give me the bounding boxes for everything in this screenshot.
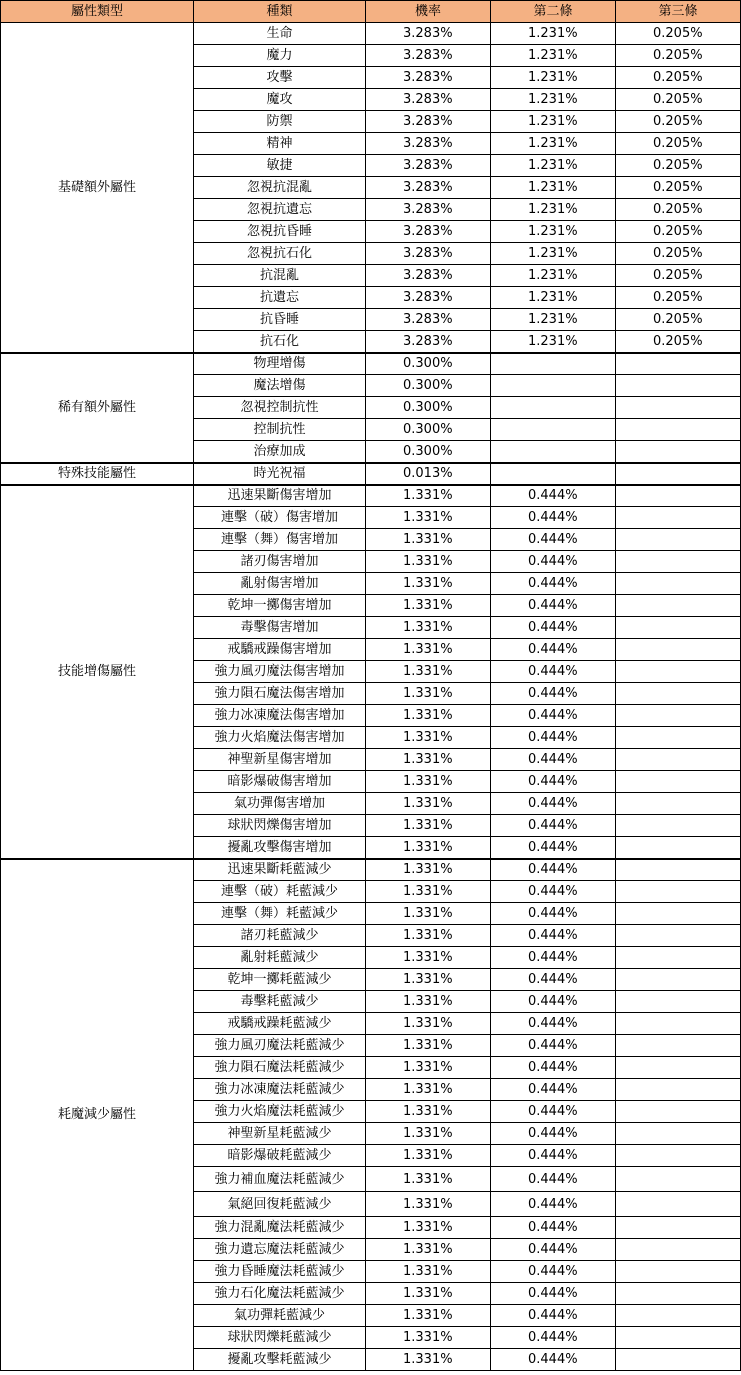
second-cell[interactable]: 1.231%	[491, 243, 616, 265]
second-cell[interactable]: 1.231%	[491, 265, 616, 287]
rate-cell[interactable]: 3.283%	[366, 45, 491, 67]
header-category[interactable]: 屬性類型	[1, 1, 194, 23]
type-cell[interactable]: 精神	[194, 133, 366, 155]
type-cell[interactable]: 連擊（舞）耗藍減少	[194, 903, 366, 925]
second-cell[interactable]: 0.444%	[491, 683, 616, 705]
type-cell[interactable]: 忽視抗石化	[194, 243, 366, 265]
rate-cell[interactable]: 1.331%	[366, 815, 491, 837]
header-rate[interactable]: 機率	[366, 1, 491, 23]
type-cell[interactable]: 強力火焰魔法耗藍減少	[194, 1101, 366, 1123]
type-cell[interactable]: 敏捷	[194, 155, 366, 177]
rate-cell[interactable]: 3.283%	[366, 287, 491, 309]
rate-cell[interactable]: 1.331%	[366, 881, 491, 903]
rate-cell[interactable]: 3.283%	[366, 23, 491, 45]
second-cell[interactable]: 0.444%	[491, 727, 616, 749]
third-cell[interactable]	[616, 397, 741, 419]
second-cell[interactable]: 1.231%	[491, 23, 616, 45]
category-cell[interactable]: 基礎額外屬性	[1, 23, 194, 353]
rate-cell[interactable]: 1.331%	[366, 771, 491, 793]
third-cell[interactable]	[616, 1283, 741, 1305]
third-cell[interactable]	[616, 969, 741, 991]
rate-cell[interactable]: 3.283%	[366, 155, 491, 177]
third-cell[interactable]	[616, 881, 741, 903]
third-cell[interactable]	[616, 507, 741, 529]
third-cell[interactable]	[616, 617, 741, 639]
second-cell[interactable]: 0.444%	[491, 1327, 616, 1349]
third-cell[interactable]: 0.205%	[616, 155, 741, 177]
third-cell[interactable]: 0.205%	[616, 89, 741, 111]
third-cell[interactable]	[616, 441, 741, 463]
second-cell[interactable]: 0.444%	[491, 749, 616, 771]
header-row	[1, 1, 741, 23]
rate-cell[interactable]: 3.283%	[366, 309, 491, 331]
type-cell[interactable]: 抗遺忘	[194, 287, 366, 309]
second-cell[interactable]: 1.231%	[491, 111, 616, 133]
table-row	[1, 485, 741, 507]
rate-cell[interactable]: 0.300%	[366, 397, 491, 419]
second-cell[interactable]: 0.444%	[491, 507, 616, 529]
third-cell[interactable]	[616, 1349, 741, 1371]
third-cell[interactable]	[616, 1123, 741, 1145]
rate-cell[interactable]: 3.283%	[366, 221, 491, 243]
second-cell[interactable]	[491, 353, 616, 375]
type-cell[interactable]: 強力火焰魔法傷害增加	[194, 727, 366, 749]
third-cell[interactable]	[616, 749, 741, 771]
type-cell[interactable]: 氣功彈傷害增加	[194, 793, 366, 815]
second-cell[interactable]: 1.231%	[491, 287, 616, 309]
second-cell[interactable]: 0.444%	[491, 1305, 616, 1327]
type-cell[interactable]: 氣功彈耗藍減少	[194, 1305, 366, 1327]
third-cell[interactable]	[616, 595, 741, 617]
second-cell[interactable]: 1.231%	[491, 331, 616, 353]
rate-cell[interactable]: 1.331%	[366, 1305, 491, 1327]
type-cell[interactable]: 迅速果斷傷害增加	[194, 485, 366, 507]
third-cell[interactable]: 0.205%	[616, 265, 741, 287]
third-cell[interactable]	[616, 837, 741, 859]
type-cell[interactable]: 球狀閃爍耗藍減少	[194, 1327, 366, 1349]
rate-cell[interactable]: 1.331%	[366, 595, 491, 617]
second-cell[interactable]: 0.444%	[491, 1057, 616, 1079]
type-cell[interactable]: 戒驕戒躁耗藍減少	[194, 1013, 366, 1035]
second-cell[interactable]: 0.444%	[491, 1239, 616, 1261]
third-cell[interactable]: 0.205%	[616, 243, 741, 265]
type-cell[interactable]: 諸刃耗藍減少	[194, 925, 366, 947]
third-cell[interactable]: 0.205%	[616, 221, 741, 243]
third-cell[interactable]	[616, 573, 741, 595]
third-cell[interactable]	[616, 903, 741, 925]
rate-cell[interactable]: 1.331%	[366, 1167, 491, 1192]
type-cell[interactable]: 強力冰凍魔法傷害增加	[194, 705, 366, 727]
rate-cell[interactable]: 1.331%	[366, 1079, 491, 1101]
second-cell[interactable]: 0.444%	[491, 925, 616, 947]
second-cell[interactable]: 0.444%	[491, 903, 616, 925]
type-cell[interactable]: 物理增傷	[194, 353, 366, 375]
table-row	[1, 353, 741, 375]
rate-cell[interactable]: 1.331%	[366, 573, 491, 595]
second-cell[interactable]: 1.231%	[491, 155, 616, 177]
rate-cell[interactable]: 1.331%	[366, 529, 491, 551]
second-cell[interactable]	[491, 419, 616, 441]
type-cell[interactable]: 魔法增傷	[194, 375, 366, 397]
rate-cell[interactable]: 1.331%	[366, 1261, 491, 1283]
header-second[interactable]: 第二條	[491, 1, 616, 23]
third-cell[interactable]	[616, 705, 741, 727]
second-cell[interactable]: 0.444%	[491, 573, 616, 595]
category-cell[interactable]: 耗魔減少屬性	[1, 859, 194, 1371]
second-cell[interactable]: 0.444%	[491, 1261, 616, 1283]
third-cell[interactable]	[616, 639, 741, 661]
category-cell[interactable]: 技能增傷屬性	[1, 485, 194, 859]
second-cell[interactable]: 0.444%	[491, 991, 616, 1013]
third-cell[interactable]	[616, 529, 741, 551]
second-cell[interactable]	[491, 397, 616, 419]
type-cell[interactable]: 忽視抗混亂	[194, 177, 366, 199]
header-third[interactable]: 第三條	[616, 1, 741, 23]
rate-cell[interactable]: 1.331%	[366, 683, 491, 705]
type-cell[interactable]: 忽視控制抗性	[194, 397, 366, 419]
type-cell[interactable]: 控制抗性	[194, 419, 366, 441]
rate-cell[interactable]: 1.331%	[366, 991, 491, 1013]
third-cell[interactable]	[616, 859, 741, 881]
second-cell[interactable]	[491, 375, 616, 397]
third-cell[interactable]	[616, 1192, 741, 1217]
type-cell[interactable]: 神聖新星傷害增加	[194, 749, 366, 771]
rate-cell[interactable]: 3.283%	[366, 67, 491, 89]
table-row	[1, 23, 741, 45]
third-cell[interactable]	[616, 1013, 741, 1035]
type-cell[interactable]: 連擊（破）耗藍減少	[194, 881, 366, 903]
rate-cell[interactable]: 1.331%	[366, 705, 491, 727]
rate-cell[interactable]: 1.331%	[366, 1057, 491, 1079]
type-cell[interactable]: 抗混亂	[194, 265, 366, 287]
type-cell[interactable]: 強力隕石魔法耗藍減少	[194, 1057, 366, 1079]
third-cell[interactable]	[616, 1217, 741, 1239]
second-cell[interactable]: 0.444%	[491, 551, 616, 573]
type-cell[interactable]: 擾亂攻擊傷害增加	[194, 837, 366, 859]
category-cell[interactable]: 特殊技能屬性	[1, 463, 194, 485]
type-cell[interactable]: 強力石化魔法耗藍減少	[194, 1283, 366, 1305]
second-cell[interactable]: 0.444%	[491, 969, 616, 991]
rate-cell[interactable]: 3.283%	[366, 243, 491, 265]
type-cell[interactable]: 毒擊傷害增加	[194, 617, 366, 639]
second-cell[interactable]: 0.444%	[491, 617, 616, 639]
third-cell[interactable]	[616, 1261, 741, 1283]
table-row	[1, 859, 741, 881]
second-cell[interactable]: 0.444%	[491, 1013, 616, 1035]
rate-cell[interactable]: 1.331%	[366, 903, 491, 925]
rate-cell[interactable]: 1.331%	[366, 485, 491, 507]
type-cell[interactable]: 魔力	[194, 45, 366, 67]
table-body	[1, 23, 741, 1371]
type-cell[interactable]: 強力風刃魔法傷害增加	[194, 661, 366, 683]
third-cell[interactable]	[616, 661, 741, 683]
type-cell[interactable]: 強力冰凍魔法耗藍減少	[194, 1079, 366, 1101]
third-cell[interactable]	[616, 463, 741, 485]
type-cell[interactable]: 攻擊	[194, 67, 366, 89]
third-cell[interactable]: 0.205%	[616, 67, 741, 89]
rate-cell[interactable]: 1.331%	[366, 639, 491, 661]
third-cell[interactable]	[616, 991, 741, 1013]
second-cell[interactable]: 1.231%	[491, 199, 616, 221]
third-cell[interactable]	[616, 1327, 741, 1349]
type-cell[interactable]: 忽視抗昏睡	[194, 221, 366, 243]
second-cell[interactable]: 0.444%	[491, 639, 616, 661]
type-cell[interactable]: 強力隕石魔法傷害增加	[194, 683, 366, 705]
second-cell[interactable]: 1.231%	[491, 67, 616, 89]
type-cell[interactable]: 抗昏睡	[194, 309, 366, 331]
category-cell[interactable]: 稀有額外屬性	[1, 353, 194, 463]
rate-cell[interactable]: 0.300%	[366, 353, 491, 375]
third-cell[interactable]: 0.205%	[616, 199, 741, 221]
second-cell[interactable]: 0.444%	[491, 529, 616, 551]
rate-cell[interactable]: 1.331%	[366, 925, 491, 947]
rate-cell[interactable]: 1.331%	[366, 1349, 491, 1371]
type-cell[interactable]: 時光祝福	[194, 463, 366, 485]
type-cell[interactable]: 擾亂攻擊耗藍減少	[194, 1349, 366, 1371]
rate-cell[interactable]: 1.331%	[366, 1217, 491, 1239]
third-cell[interactable]	[616, 1035, 741, 1057]
rate-cell[interactable]: 1.331%	[366, 617, 491, 639]
type-cell[interactable]: 亂射傷害增加	[194, 573, 366, 595]
rate-cell[interactable]: 3.283%	[366, 265, 491, 287]
type-cell[interactable]: 強力混亂魔法耗藍減少	[194, 1217, 366, 1239]
second-cell[interactable]: 0.444%	[491, 1167, 616, 1192]
type-cell[interactable]: 諸刃傷害增加	[194, 551, 366, 573]
type-cell[interactable]: 生命	[194, 23, 366, 45]
third-cell[interactable]	[616, 947, 741, 969]
third-cell[interactable]	[616, 1239, 741, 1261]
rate-cell[interactable]: 3.283%	[366, 199, 491, 221]
rate-cell[interactable]: 1.331%	[366, 947, 491, 969]
third-cell[interactable]	[616, 925, 741, 947]
rate-cell[interactable]: 3.283%	[366, 89, 491, 111]
second-cell[interactable]: 0.444%	[491, 1217, 616, 1239]
rate-cell[interactable]: 1.331%	[366, 749, 491, 771]
type-cell[interactable]: 迅速果斷耗藍減少	[194, 859, 366, 881]
second-cell[interactable]: 0.444%	[491, 661, 616, 683]
type-cell[interactable]: 乾坤一擲耗藍減少	[194, 969, 366, 991]
third-cell[interactable]	[616, 485, 741, 507]
third-cell[interactable]: 0.205%	[616, 177, 741, 199]
type-cell[interactable]: 魔攻	[194, 89, 366, 111]
second-cell[interactable]: 0.444%	[491, 1079, 616, 1101]
second-cell[interactable]: 0.444%	[491, 1101, 616, 1123]
rate-cell[interactable]: 3.283%	[366, 133, 491, 155]
second-cell[interactable]: 0.444%	[491, 859, 616, 881]
second-cell[interactable]: 1.231%	[491, 133, 616, 155]
type-cell[interactable]: 忽視抗遺忘	[194, 199, 366, 221]
second-cell[interactable]	[491, 441, 616, 463]
type-cell[interactable]: 強力遺忘魔法耗藍減少	[194, 1239, 366, 1261]
third-cell[interactable]	[616, 793, 741, 815]
type-cell[interactable]: 毒擊耗藍減少	[194, 991, 366, 1013]
type-cell[interactable]: 防禦	[194, 111, 366, 133]
third-cell[interactable]	[616, 815, 741, 837]
type-cell[interactable]: 乾坤一擲傷害增加	[194, 595, 366, 617]
rate-cell[interactable]: 1.331%	[366, 1035, 491, 1057]
rate-cell[interactable]: 3.283%	[366, 331, 491, 353]
second-cell[interactable]: 0.444%	[491, 1283, 616, 1305]
rate-cell[interactable]: 1.331%	[366, 1101, 491, 1123]
third-cell[interactable]	[616, 1101, 741, 1123]
rate-cell[interactable]: 1.331%	[366, 1123, 491, 1145]
rate-cell[interactable]: 1.331%	[366, 1145, 491, 1167]
third-cell[interactable]: 0.205%	[616, 287, 741, 309]
second-cell[interactable]: 0.444%	[491, 485, 616, 507]
third-cell[interactable]	[616, 1167, 741, 1192]
type-cell[interactable]: 強力昏睡魔法耗藍減少	[194, 1261, 366, 1283]
type-cell[interactable]: 連擊（舞）傷害增加	[194, 529, 366, 551]
type-cell[interactable]: 連擊（破）傷害增加	[194, 507, 366, 529]
second-cell[interactable]: 1.231%	[491, 177, 616, 199]
rate-cell[interactable]: 0.013%	[366, 463, 491, 485]
rate-cell[interactable]: 1.331%	[366, 1013, 491, 1035]
type-cell[interactable]: 球狀閃爍傷害增加	[194, 815, 366, 837]
rate-cell[interactable]: 1.331%	[366, 969, 491, 991]
second-cell[interactable]: 0.444%	[491, 837, 616, 859]
rate-cell[interactable]: 3.283%	[366, 111, 491, 133]
third-cell[interactable]: 0.205%	[616, 309, 741, 331]
rate-cell[interactable]: 1.331%	[366, 551, 491, 573]
second-cell[interactable]: 0.444%	[491, 771, 616, 793]
second-cell[interactable]: 1.231%	[491, 45, 616, 67]
third-cell[interactable]	[616, 551, 741, 573]
second-cell[interactable]: 1.231%	[491, 221, 616, 243]
second-cell[interactable]: 0.444%	[491, 1035, 616, 1057]
rate-cell[interactable]: 0.300%	[366, 441, 491, 463]
third-cell[interactable]	[616, 353, 741, 375]
rate-cell[interactable]: 1.331%	[366, 1283, 491, 1305]
third-cell[interactable]	[616, 1057, 741, 1079]
second-cell[interactable]: 1.231%	[491, 309, 616, 331]
third-cell[interactable]	[616, 375, 741, 397]
type-cell[interactable]: 抗石化	[194, 331, 366, 353]
third-cell[interactable]	[616, 1079, 741, 1101]
third-cell[interactable]	[616, 683, 741, 705]
second-cell[interactable]: 0.444%	[491, 1192, 616, 1217]
rate-cell[interactable]: 1.331%	[366, 1192, 491, 1217]
third-cell[interactable]: 0.205%	[616, 331, 741, 353]
rate-cell[interactable]: 1.331%	[366, 661, 491, 683]
rate-cell[interactable]: 0.300%	[366, 419, 491, 441]
type-cell[interactable]: 暗影爆破傷害增加	[194, 771, 366, 793]
third-cell[interactable]: 0.205%	[616, 133, 741, 155]
third-cell[interactable]	[616, 419, 741, 441]
second-cell[interactable]: 0.444%	[491, 1349, 616, 1371]
rate-cell[interactable]: 1.331%	[366, 507, 491, 529]
second-cell[interactable]: 0.444%	[491, 881, 616, 903]
second-cell[interactable]: 0.444%	[491, 947, 616, 969]
table-row	[1, 463, 741, 485]
third-cell[interactable]: 0.205%	[616, 45, 741, 67]
second-cell[interactable]: 0.444%	[491, 705, 616, 727]
type-cell[interactable]: 神聖新星耗藍減少	[194, 1123, 366, 1145]
third-cell[interactable]: 0.205%	[616, 23, 741, 45]
third-cell[interactable]: 0.205%	[616, 111, 741, 133]
second-cell[interactable]: 1.231%	[491, 89, 616, 111]
rate-cell[interactable]: 1.331%	[366, 837, 491, 859]
second-cell[interactable]: 0.444%	[491, 1123, 616, 1145]
type-cell[interactable]: 亂射耗藍減少	[194, 947, 366, 969]
rate-cell[interactable]: 1.331%	[366, 859, 491, 881]
rate-cell[interactable]: 0.300%	[366, 375, 491, 397]
header-type[interactable]: 種類	[194, 1, 366, 23]
type-cell[interactable]: 戒驕戒躁傷害增加	[194, 639, 366, 661]
second-cell[interactable]: 0.444%	[491, 815, 616, 837]
second-cell[interactable]: 0.444%	[491, 1145, 616, 1167]
type-cell[interactable]: 強力風刃魔法耗藍減少	[194, 1035, 366, 1057]
third-cell[interactable]	[616, 771, 741, 793]
third-cell[interactable]	[616, 1145, 741, 1167]
rate-cell[interactable]: 1.331%	[366, 1239, 491, 1261]
second-cell[interactable]	[491, 463, 616, 485]
type-cell[interactable]: 治療加成	[194, 441, 366, 463]
type-cell[interactable]: 氣絕回復耗藍減少	[194, 1192, 366, 1217]
third-cell[interactable]	[616, 1305, 741, 1327]
second-cell[interactable]: 0.444%	[491, 793, 616, 815]
rate-cell[interactable]: 1.331%	[366, 793, 491, 815]
third-cell[interactable]	[616, 727, 741, 749]
rate-cell[interactable]: 1.331%	[366, 727, 491, 749]
rate-cell[interactable]: 3.283%	[366, 177, 491, 199]
type-cell[interactable]: 暗影爆破耗藍減少	[194, 1145, 366, 1167]
rate-cell[interactable]: 1.331%	[366, 1327, 491, 1349]
second-cell[interactable]: 0.444%	[491, 595, 616, 617]
type-cell[interactable]: 強力補血魔法耗藍減少	[194, 1167, 366, 1192]
